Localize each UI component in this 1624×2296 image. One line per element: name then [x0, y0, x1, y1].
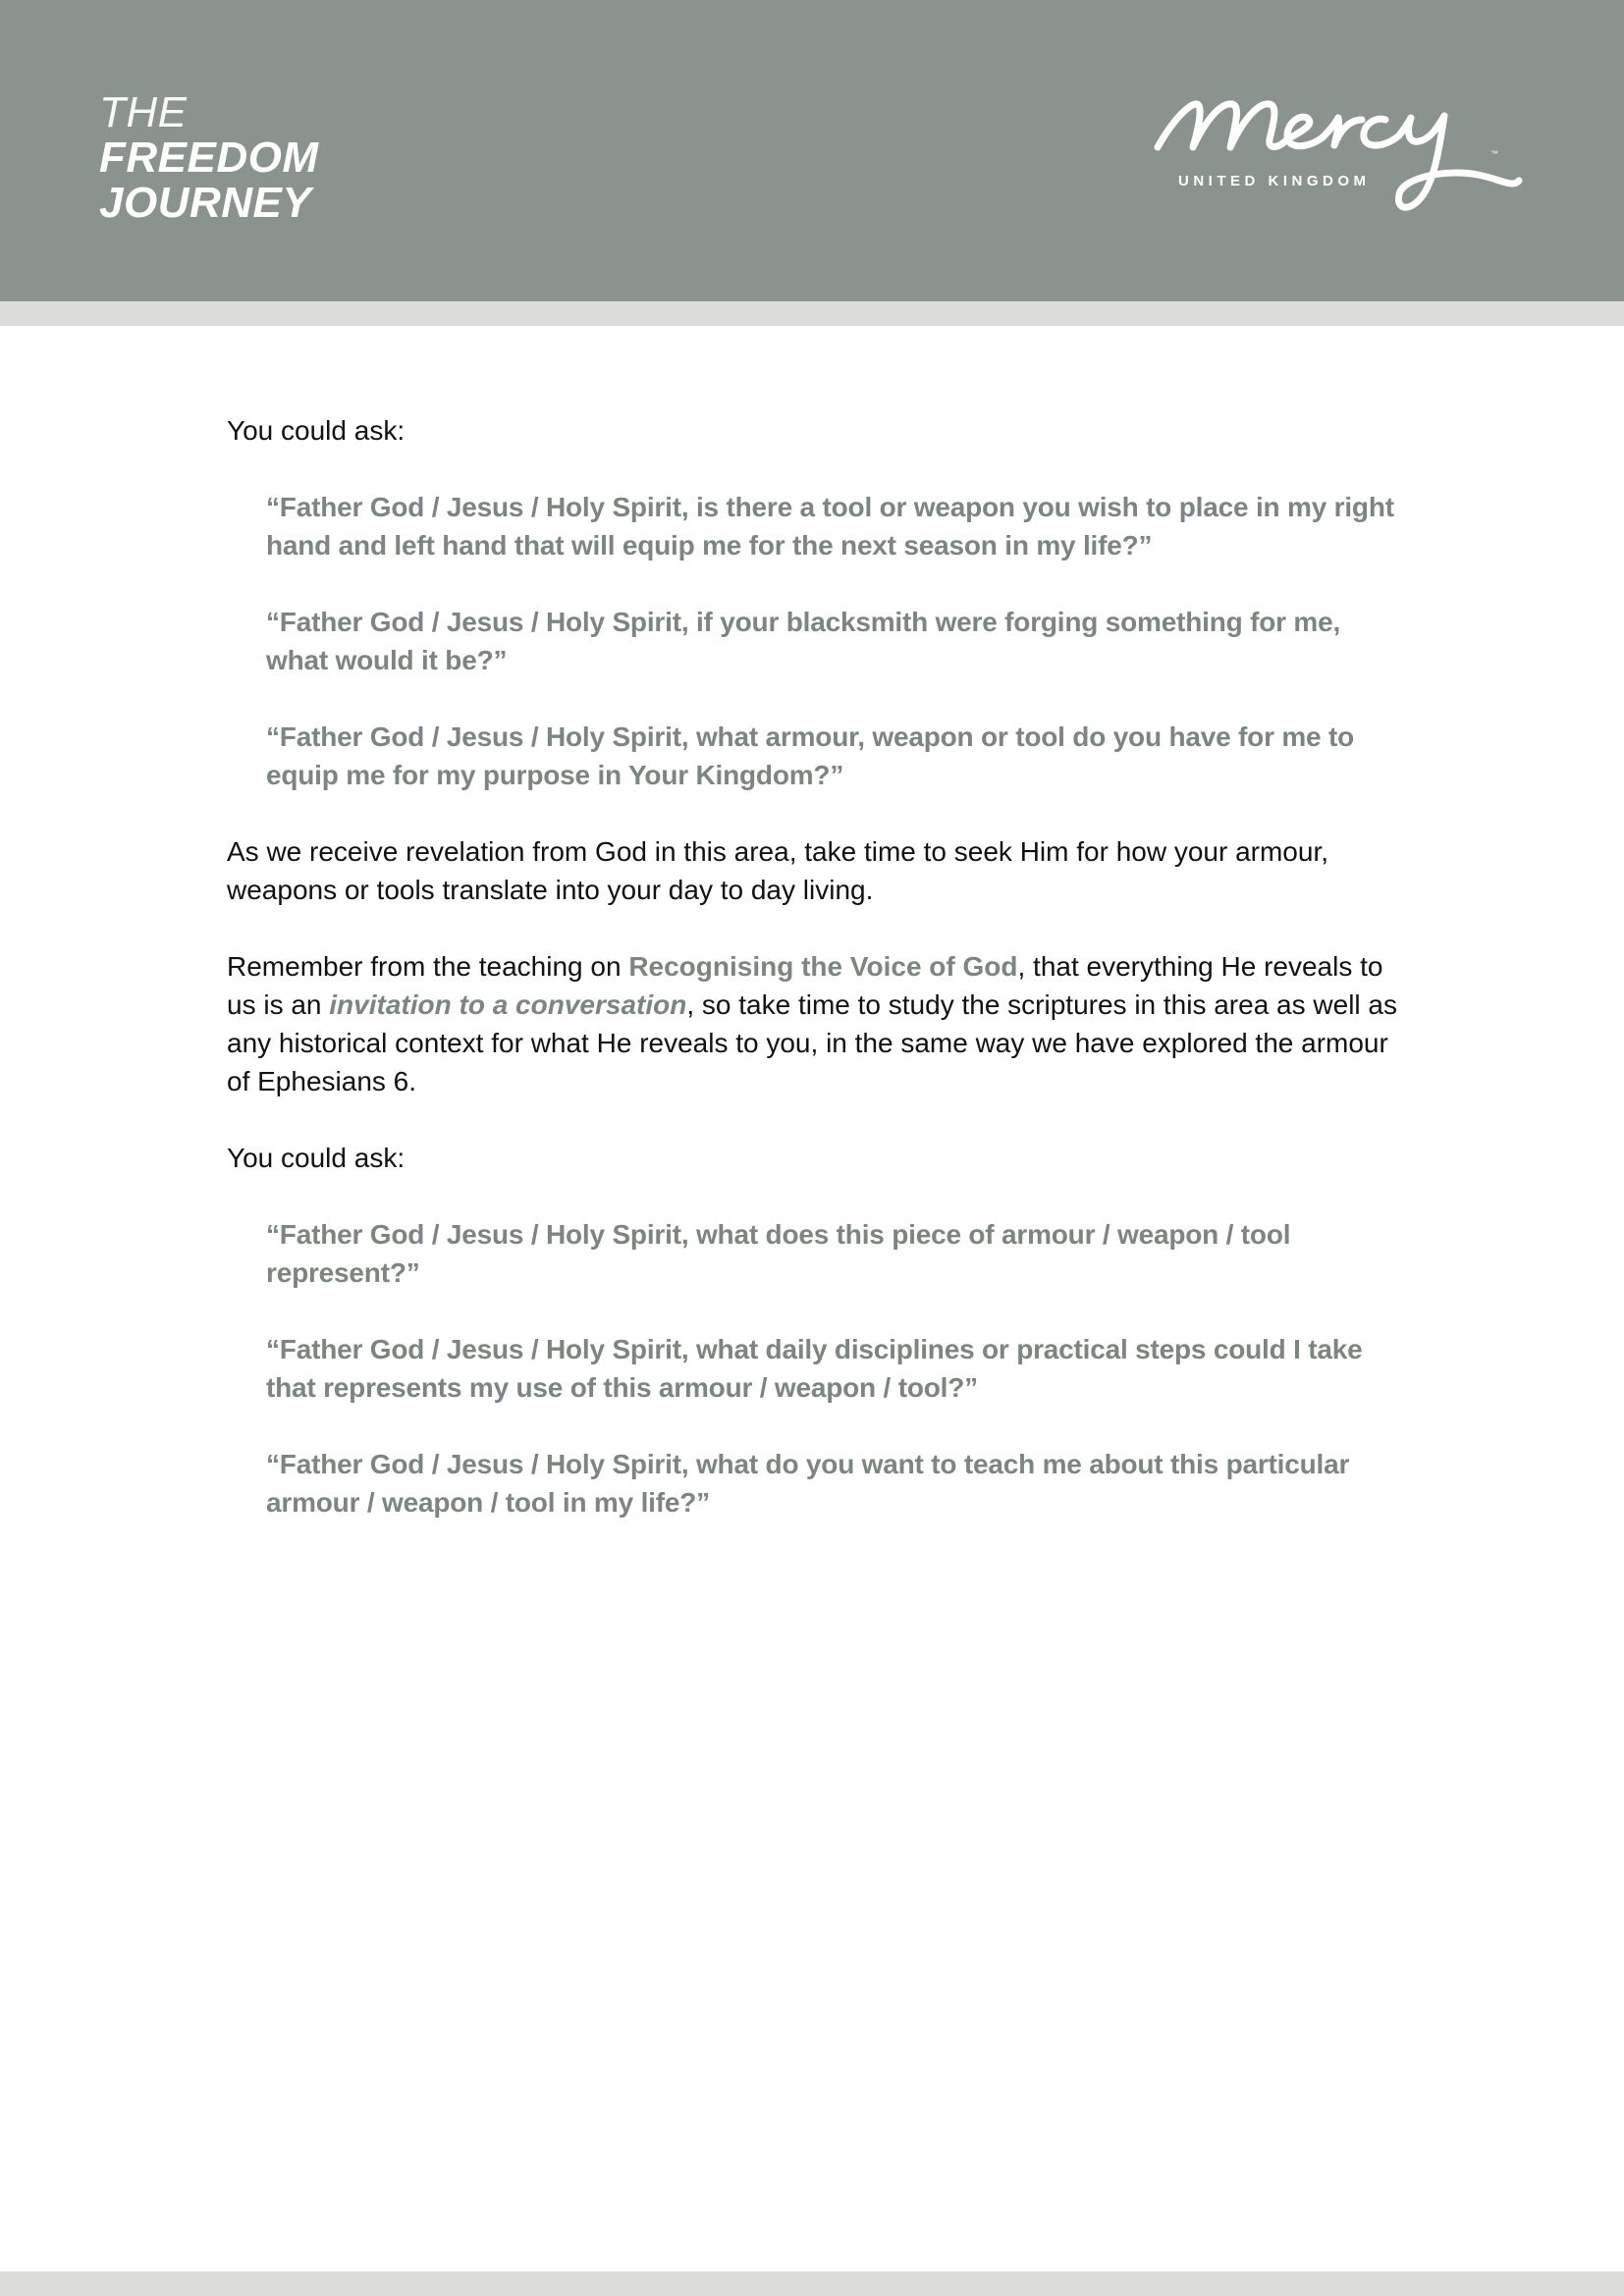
logo-trademark: ™: [1490, 149, 1498, 158]
remember-text-part-3: , so take time to study the scriptures in this area as well as any historical context for what He reveals to you, in the same way we have explored the armour of Ephesians 6.: [227, 989, 1397, 1096]
remember-text-part-1: Remember from the teaching on: [227, 951, 629, 982]
revelation-paragraph: As we receive revelation from God in this area, take time to seek Him for how your armour, weapons or tools translate into your day to day living.: [227, 836, 1329, 905]
prayer-question-6: “Father God / Jesus / Holy Spirit, what do you want to teach me about this particular armour / weapon / tool in my life?”: [266, 1449, 1350, 1518]
voice-of-god-highlight: Recognising the Voice of God: [628, 951, 1018, 982]
remember-text-part-2: , that everything He reveals to us is an: [227, 951, 1383, 1020]
logo-tagline: UNITED KINGDOM: [1178, 173, 1371, 189]
page-header: [0, 0, 1624, 301]
prayer-question-1: “Father God / Jesus / Holy Spirit, is there a tool or weapon you wish to place in my right hand and left hand that will equip me for the next season in my life?”: [266, 492, 1394, 561]
remember-paragraph: [227, 947, 1405, 1100]
document-body: [227, 411, 1405, 1560]
prayer-question-2: “Father God / Jesus / Holy Spirit, if your blacksmith were forging something for me, what would it be?”: [266, 607, 1341, 675]
prayer-question-3: “Father God / Jesus / Holy Spirit, what armour, weapon or tool do you have for me to equip me for my purpose in Your Kingdom?”: [266, 721, 1355, 790]
title-line-freedom: FREEDOM: [99, 133, 319, 182]
title-line-journey: JOURNEY: [99, 179, 312, 227]
header-divider-stripe: [0, 301, 1624, 326]
prayer-question-4: “Father God / Jesus / Holy Spirit, what does this piece of armour / weapon / tool represent?”: [266, 1219, 1291, 1288]
mercy-wordmark-logo-icon: [1154, 90, 1532, 238]
title-line-the: THE: [99, 88, 188, 136]
prayer-question-5: “Father God / Jesus / Holy Spirit, what daily disciplines or practical steps could I take that represents my use of this armour / weapon / tool?”: [266, 1334, 1363, 1403]
footer-stripe: [0, 2271, 1624, 2296]
intro-text-1: You could ask:: [227, 415, 406, 446]
intro-text-2: You could ask:: [227, 1143, 406, 1173]
invitation-highlight: invitation to a conversation: [329, 989, 687, 1020]
freedom-journey-title: [99, 90, 319, 226]
mercy-logo: [1154, 90, 1532, 238]
